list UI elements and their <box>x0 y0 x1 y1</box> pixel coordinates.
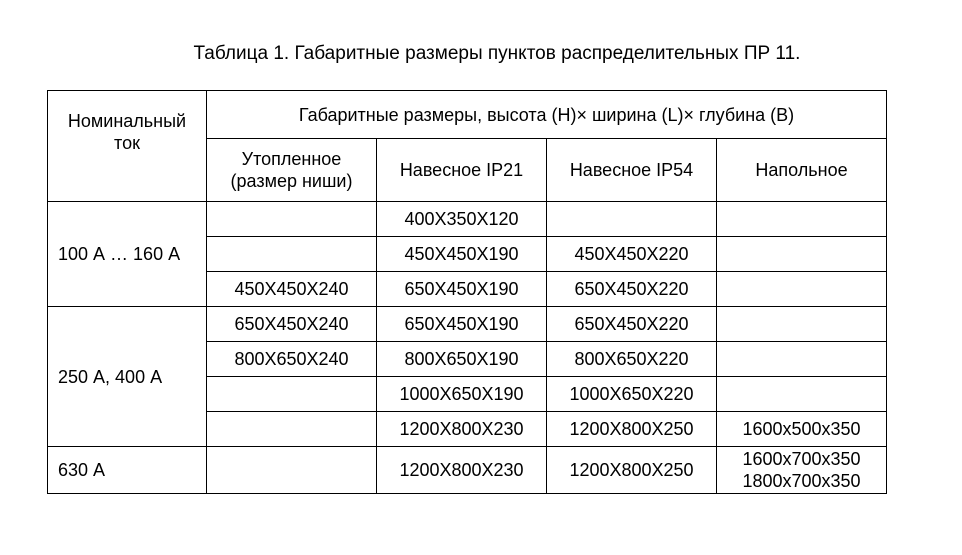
ip21-cell: 1200X800X230 <box>377 412 547 447</box>
recessed-cell <box>207 447 377 494</box>
ip54-cell: 1200X800X250 <box>547 412 717 447</box>
header-recessed: Утопленное (размер ниши) <box>207 139 377 202</box>
table-caption: Таблица 1. Габаритные размеры пунктов распределительных ПР 11. <box>193 43 801 64</box>
ip54-cell: 1000X650X220 <box>547 377 717 412</box>
header-wall-ip21: Навесное IP21 <box>377 139 547 202</box>
header-floor: Напольное <box>717 139 887 202</box>
floor-cell <box>717 377 887 412</box>
floor-cell <box>717 272 887 307</box>
recessed-cell: 650X450X240 <box>207 307 377 342</box>
ip21-cell: 650X450X190 <box>377 272 547 307</box>
header-wall-ip54: Навесное IP54 <box>547 139 717 202</box>
floor-cell: 1600x700x350 1800x700x350 <box>717 447 887 494</box>
floor-cell <box>717 202 887 237</box>
header-dimensions-group: Габаритные размеры, высота (H)× ширина (L)× глубина (B) <box>207 91 887 139</box>
ip21-cell: 400X350X120 <box>377 202 547 237</box>
current-cell: 250 А, 400 А <box>48 307 207 447</box>
floor-cell: 1600x500x350 <box>717 412 887 447</box>
table-row <box>48 307 887 342</box>
ip54-cell: 650X450X220 <box>547 272 717 307</box>
recessed-cell <box>207 237 377 272</box>
ip21-cell: 450X450X190 <box>377 237 547 272</box>
table-row <box>48 202 887 237</box>
ip21-cell: 1200X800X230 <box>377 447 547 494</box>
dimensions-table <box>47 90 887 494</box>
floor-cell <box>717 342 887 377</box>
ip54-cell <box>547 202 717 237</box>
floor-cell <box>717 237 887 272</box>
recessed-cell <box>207 377 377 412</box>
recessed-cell: 800X650X240 <box>207 342 377 377</box>
table-row <box>48 447 887 494</box>
ip21-cell: 1000X650X190 <box>377 377 547 412</box>
current-cell: 100 А … 160 А <box>48 202 207 307</box>
current-cell: 630 А <box>48 447 207 494</box>
recessed-cell <box>207 412 377 447</box>
recessed-cell <box>207 202 377 237</box>
recessed-cell: 450X450X240 <box>207 272 377 307</box>
ip21-cell: 650X450X190 <box>377 307 547 342</box>
ip54-cell: 1200X800X250 <box>547 447 717 494</box>
floor-cell <box>717 307 887 342</box>
ip54-cell: 650X450X220 <box>547 307 717 342</box>
ip21-cell: 800X650X190 <box>377 342 547 377</box>
ip54-cell: 800X650X220 <box>547 342 717 377</box>
ip54-cell: 450X450X220 <box>547 237 717 272</box>
header-nominal-current: Номинальный ток <box>48 91 207 202</box>
